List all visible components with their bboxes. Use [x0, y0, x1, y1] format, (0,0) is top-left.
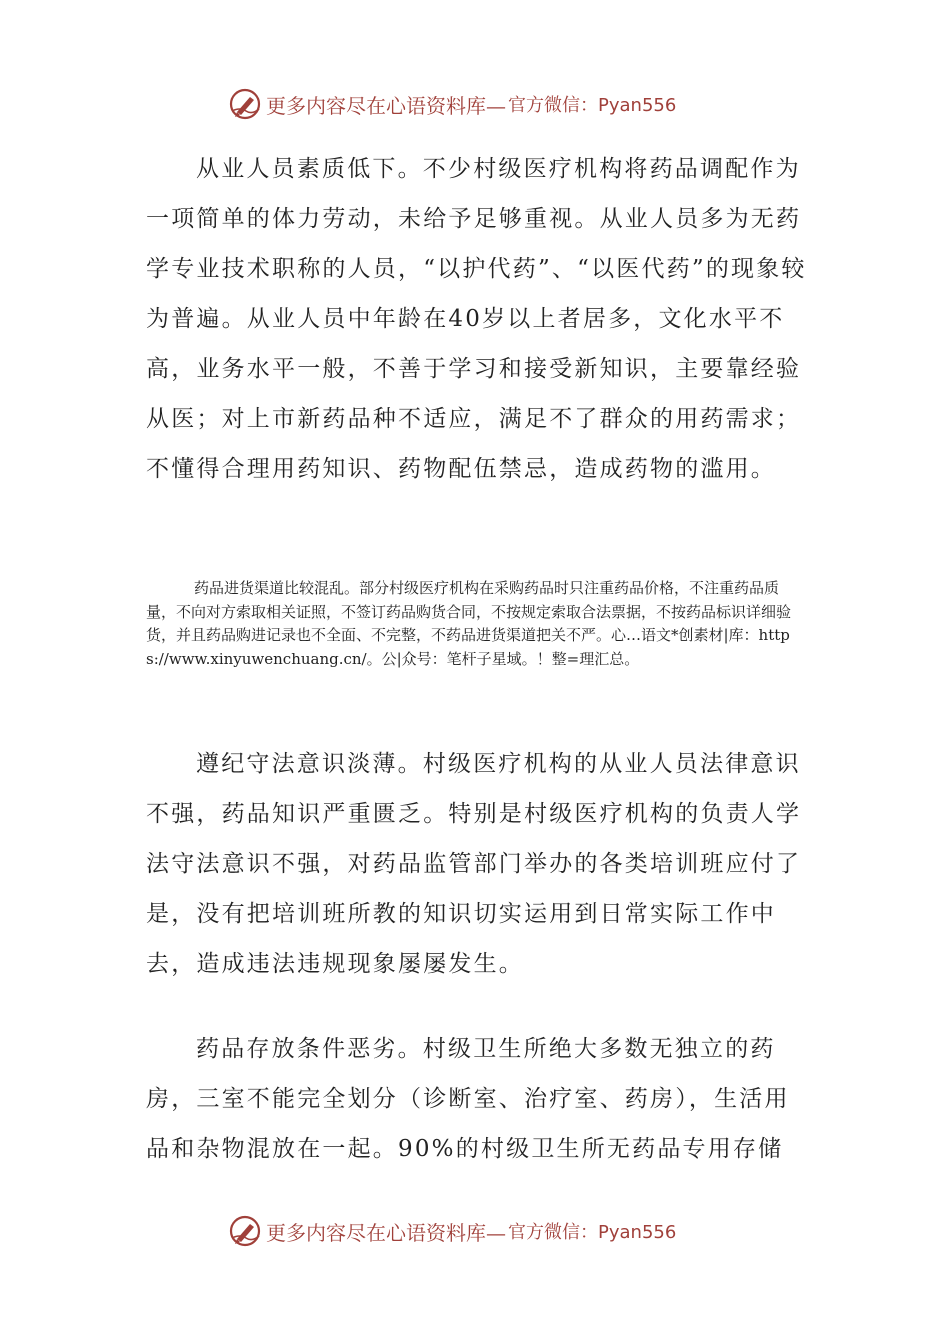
- pen-logo-icon: [228, 87, 262, 121]
- pen-logo-icon: [228, 1214, 262, 1248]
- paragraph-purchase-channels: 药品进货渠道比较混乱。部分村级医疗机构在采购药品时只注重药品价格，不注重药品质量，不向对方索取相关证照，不签订药品购货合同，不按规定索取合法票据，不按药品标识详细验货，并且药品购进记录也不全面、不完整，不药品进货渠道把关不严。心…语文*创素材|库：https://www.xinyuwenchuang.cn/。公|众号：笔杆子星域。！整=理汇总。: [146, 579, 792, 668]
- footer-banner: [228, 1211, 676, 1251]
- paragraph-staff-quality: 从业人员素质低下。不少村级医疗机构将药品调配作为一项简单的体力劳动，未给予足够重视。从业人员多为无药学专业技术职称的人员，“以护代药”、“以医代药”的现象较为普遍。从业人员中年龄在40岁以上者居多，文化水平不高，业务水平一般，不善于学习和接受新知识，主要靠经验从医；对上市新药品种不适应，满足不了群众的用药需求；不懂得合理用药知识、药物配伍禁忌，造成药物的滥用。: [146, 156, 807, 482]
- footer-banner-wechat: 官方微信：Pyan556: [508, 1222, 677, 1243]
- header-banner-wechat: 官方微信：Pyan556: [508, 95, 677, 116]
- header-banner-text: 更多内容尽在心语资料库—: [266, 93, 506, 118]
- footer-banner-text: 更多内容尽在心语资料库—: [266, 1220, 506, 1245]
- paragraph-storage-conditions: 药品存放条件恶劣。村级卫生所绝大多数无独立的药房，三室不能完全划分（诊断室、治疗室、药房），生活用品和杂物混放在一起。90%的村级卫生所无药品专用存储: [146, 1036, 790, 1162]
- paragraph-legal-awareness: 遵纪守法意识淡薄。村级医疗机构的从业人员法律意识不强，药品知识严重匮乏。特别是村级医疗机构的负责人学法守法意识不强，对药品监管部门举办的各类培训班应付了是，没有把培训班所教的知识切实运用到日常实际工作中去，造成违法违规现象屡屡发生。: [146, 751, 802, 977]
- header-banner: [228, 84, 676, 124]
